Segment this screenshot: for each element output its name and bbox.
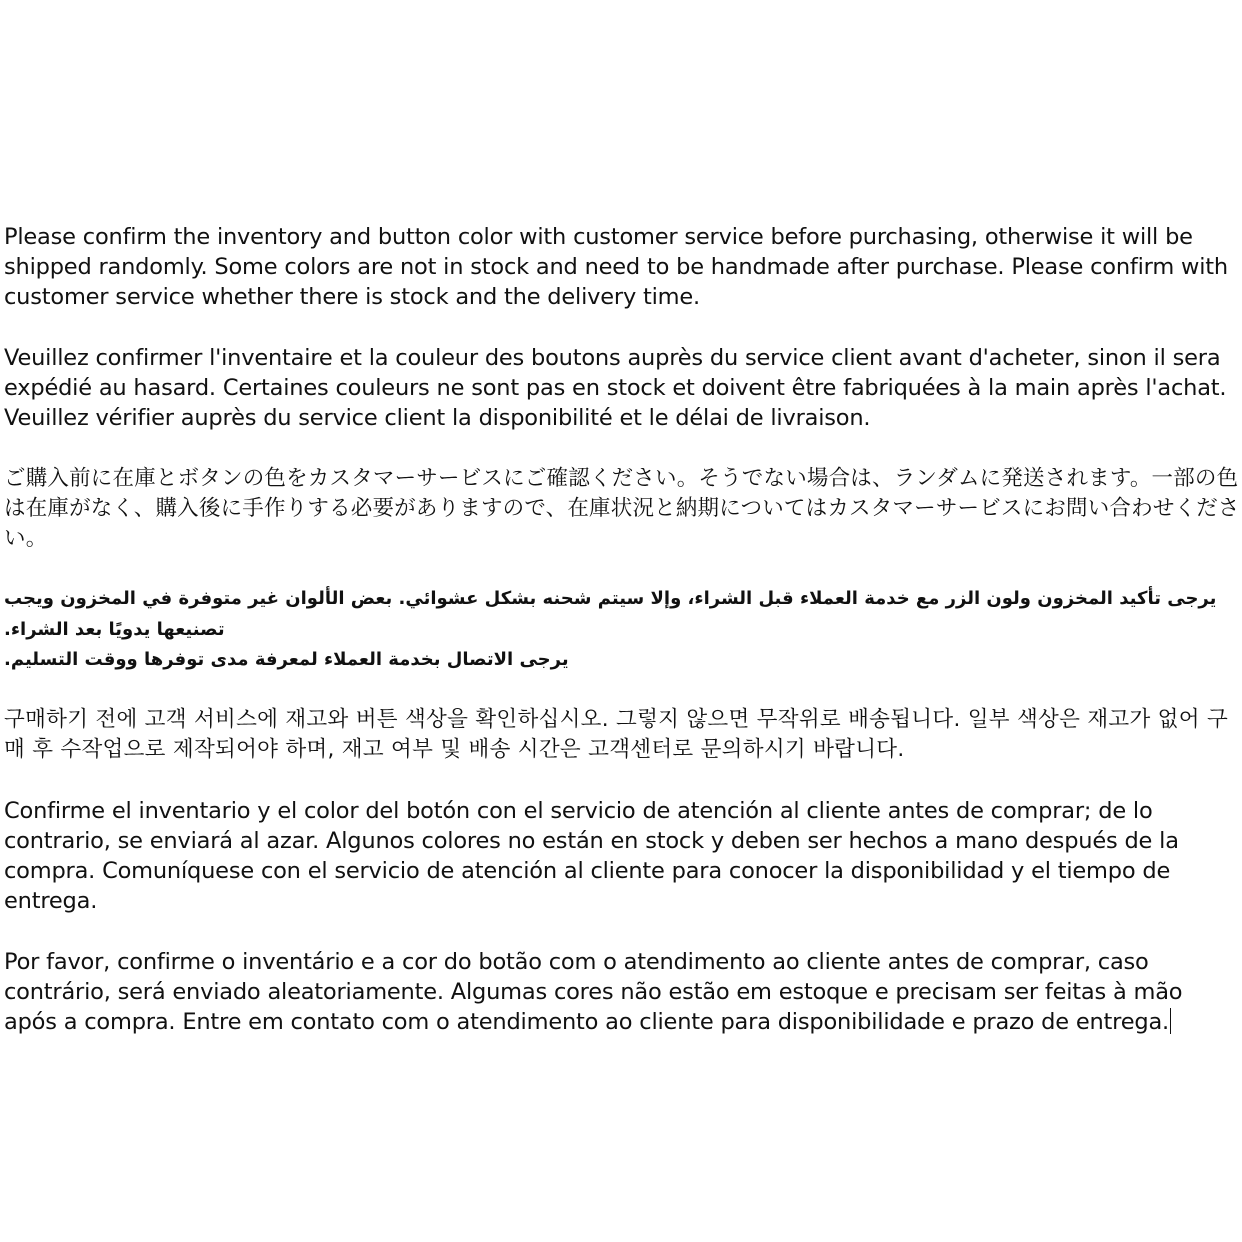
paragraph-spanish: Confirme el inventario y el color del botón con el servicio de atención al cliente antes de comprar; de lo contrario, se enviará al azar. Algunos colores no están en stock y deben ser hechos a mano después de la compra. Comuníquese con el servicio de atención al cliente para conocer la disponibilidad y el tiempo de entrega. bbox=[4, 797, 1179, 915]
paragraph-arabic bbox=[4, 584, 1240, 675]
paragraph-arabic-line-2: يرجى الاتصال بخدمة العملاء لمعرفة مدى توفرها ووقت التسليم. bbox=[4, 648, 569, 670]
paragraph-portuguese[interactable] bbox=[4, 947, 1240, 1038]
paragraph-french: Veuillez confirmer l'inventaire et la couleur des boutons auprès du service client avant d'acheter, sinon il sera expédié au hasard. Certaines couleurs ne sont pas en stock et doivent être fabriquées à la main après l'achat. Veuillez vérifier auprès du service client la disponibilité et le délai de livraison. bbox=[4, 344, 1227, 432]
text-cursor bbox=[1170, 1008, 1171, 1034]
paragraph-english: Please confirm the inventory and button color with customer service before purchasing, otherwise it will be shipped randomly. Some colors are not in stock and need to be handmade after purchase. Please confirm with customer service whether there is stock and the delivery time. bbox=[4, 224, 1228, 311]
paragraph-portuguese-text: Por favor, confirme o inventário e a cor do botão com o atendimento ao cliente antes de comprar, caso contrário, será enviado aleatoriamente. Algumas cores não estão em estoque e precisam ser feitas à mão após a compra. Entre em contato com o atendimento ao cliente para disponibilidade e prazo de entrega. bbox=[4, 948, 1183, 1036]
document-body bbox=[4, 222, 1240, 1068]
paragraph-arabic-line-1: يرجى تأكيد المخزون ولون الزر مع خدمة العملاء قبل الشراء، وإلا سيتم شحنه بشكل عشوائي. بعض الألوان غير متوفرة في المخزون ويجب تصنيعها يدويًا بعد الشراء. bbox=[4, 588, 1217, 640]
paragraph-japanese: ご購入前に在庫とボタンの色をカスタマーサービスにご確認ください。そうでない場合は、ランダムに発送されます。一部の色は在庫がなく、購入後に手作りする必要がありますので、在庫状況と納期についてはカスタマーサービスにお問い合わせください。 bbox=[4, 465, 1240, 551]
paragraph-korean: 구매하기 전에 고객 서비스에 재고와 버튼 색상을 확인하십시오. 그렇지 않으면 무작위로 배송됩니다. 일부 색상은 재고가 없어 구매 후 수작업으로 제작되어야 하며, 재고 여부 및 배송 시간은 고객센터로 문의하시기 바랍니다. bbox=[4, 707, 1229, 763]
